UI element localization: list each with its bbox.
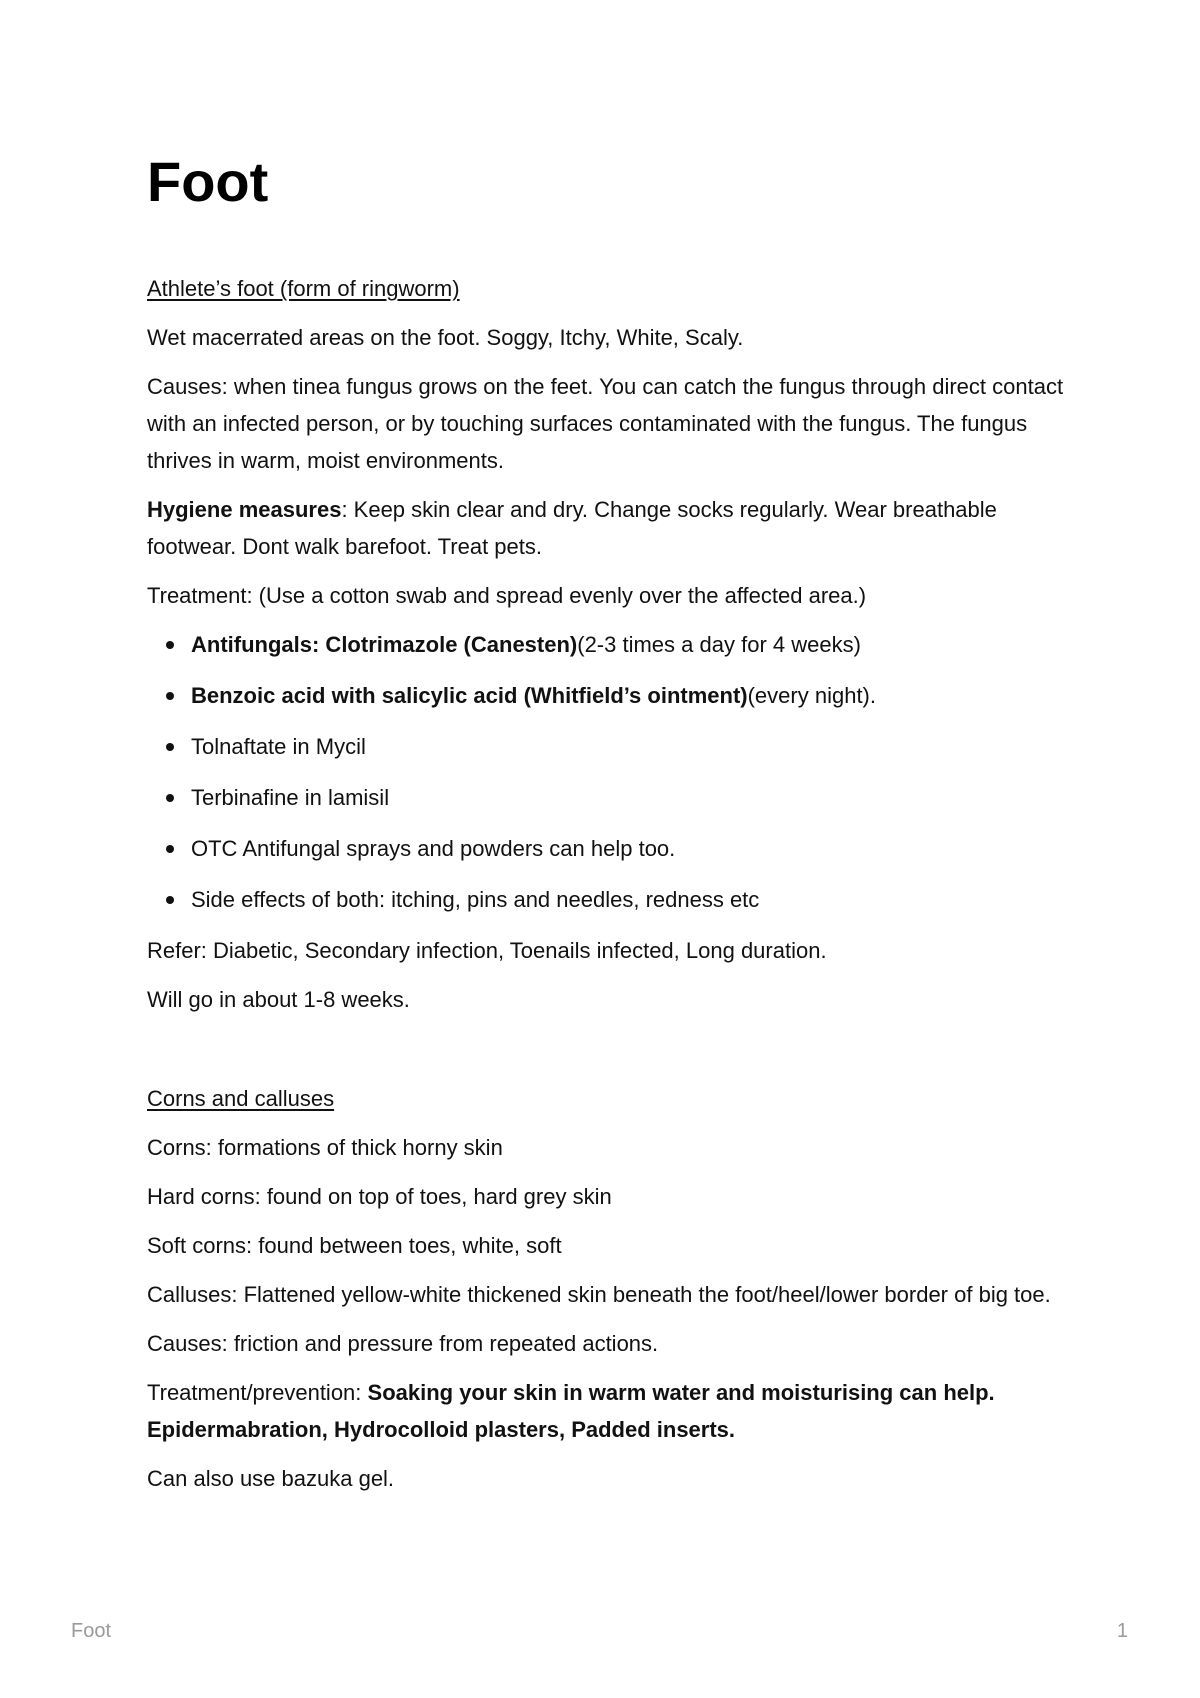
athletes-foot-duration: Will go in about 1-8 weeks. xyxy=(147,987,410,1012)
athletes-foot-description: Wet macerrated areas on the foot. Soggy, Itchy, White, Scaly. xyxy=(147,325,744,350)
athletes-foot-treatment: Treatment: (Use a cotton swab and spread evenly over the affected area.) xyxy=(147,583,867,608)
bullet-icon xyxy=(166,794,174,802)
list-item xyxy=(147,728,1077,765)
list-item xyxy=(147,779,1077,816)
list-item-text: Terbinafine in lamisil xyxy=(191,785,390,810)
list-item-bold: Benzoic acid with salicylic acid (Whitfield’s ointment) xyxy=(191,683,748,708)
corns-treatment-label: Treatment/prevention: xyxy=(147,1380,368,1405)
athletes-foot-causes: Causes: when tinea fungus grows on the feet. You can catch the fungus through direct contact with an infected person, or by touching surfaces contaminated with the fungus. The fungus thrives in warm, moist environments. xyxy=(147,374,1064,473)
page-number: 1 xyxy=(1116,1620,1128,1642)
hard-corns: Hard corns: found on top of toes, hard grey skin xyxy=(147,1184,612,1209)
list-item-text: (2-3 times a day for 4 weeks) xyxy=(577,632,861,657)
corns-treatment-bold: Soaking your skin in warm water and moisturising can help. Epidermabration, Hydrocolloid plasters, Padded inserts. xyxy=(147,1380,995,1442)
footer-title: Foot xyxy=(71,1620,112,1642)
section-heading-athletes-foot: Athlete’s foot (form of ringworm) xyxy=(147,276,460,301)
list-item-text: OTC Antifungal sprays and powders can help too. xyxy=(191,836,676,861)
calluses: Calluses: Flattened yellow-white thickened skin beneath the foot/heel/lower border of big toe. xyxy=(147,1282,1051,1307)
page-title: Foot xyxy=(147,150,269,213)
list-item-bold: Antifungals: Clotrimazole (Canesten) xyxy=(191,632,578,657)
athletes-foot-hygiene xyxy=(147,491,1077,565)
corns-definition: Corns: formations of thick horny skin xyxy=(147,1135,503,1160)
list-item xyxy=(147,881,1077,918)
list-item-text: Tolnaftate in Mycil xyxy=(191,734,366,759)
hygiene-label: Hygiene measures xyxy=(147,497,342,522)
document-body xyxy=(147,270,1077,1509)
bullet-icon xyxy=(166,641,174,649)
hygiene-text: : Keep skin clear and dry. Change socks regularly. Wear breathable footwear. Dont walk barefoot. Treat pets. xyxy=(147,497,997,559)
treatment-list xyxy=(147,626,1077,918)
athletes-foot-refer: Refer: Diabetic, Secondary infection, Toenails infected, Long duration. xyxy=(147,938,827,963)
list-item xyxy=(147,677,1077,714)
corns-causes: Causes: friction and pressure from repeated actions. xyxy=(147,1331,659,1356)
bullet-icon xyxy=(166,896,174,904)
list-item-text: (every night). xyxy=(747,683,876,708)
soft-corns: Soft corns: found between toes, white, soft xyxy=(147,1233,562,1258)
list-item xyxy=(147,830,1077,867)
bullet-icon xyxy=(166,845,174,853)
corns-treatment xyxy=(147,1374,1077,1448)
list-item xyxy=(147,626,1077,663)
corns-also: Can also use bazuka gel. xyxy=(147,1466,395,1491)
bullet-icon xyxy=(166,692,174,700)
list-item-text: Side effects of both: itching, pins and needles, redness etc xyxy=(191,887,760,912)
section-spacer xyxy=(147,1030,1077,1080)
section-heading-corns: Corns and calluses xyxy=(147,1086,335,1111)
bullet-icon xyxy=(166,743,174,751)
